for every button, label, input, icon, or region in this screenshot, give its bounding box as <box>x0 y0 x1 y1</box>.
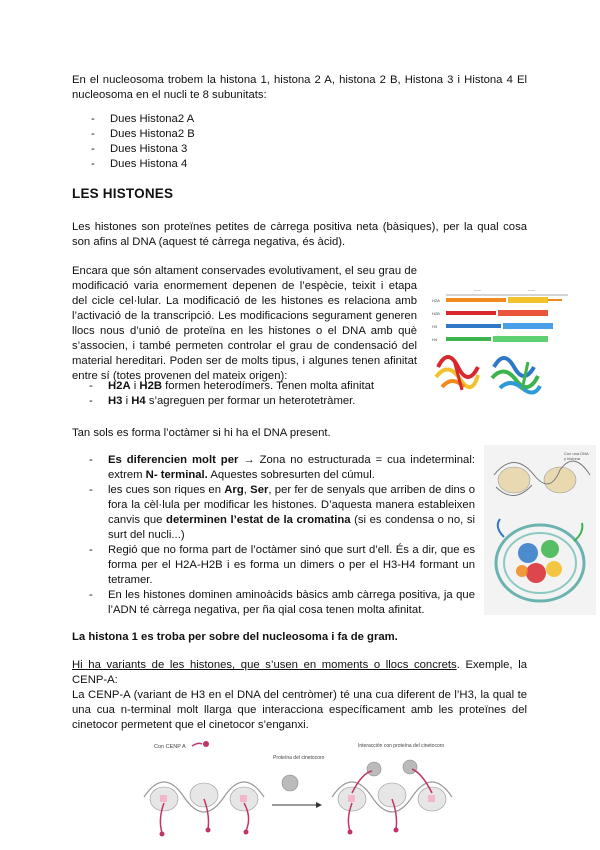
list-item: - En les histones dominen aminoàcids bàsics amb càrrega positiva, ja que l’ADN té càrrega negativa, per ña qial cosa tenen molta afinitat. <box>89 589 475 616</box>
svg-text:~~~: ~~~ <box>528 288 536 293</box>
list-item: - Dues Histona 3 <box>91 143 188 155</box>
cenp-label: Con CENP A <box>154 744 186 750</box>
nucleosome-schematic <box>494 451 590 496</box>
nucleosomes-left <box>144 782 264 837</box>
svg-text:H2B: H2B <box>432 311 440 316</box>
svg-text:Con una DNA: Con una DNA <box>564 451 589 456</box>
nucleosomes-right <box>332 760 452 835</box>
modification-paragraph: Encara que són altament conservades evolutivament, el seu grau de modificació varia enormement depenen de l’espècie, teixit i etapa del cicle cel·lular. La modificació de les histones es relaciona amb l’activació de la transcripció. Les modificacions segurament generen llocs nous d’unió de proteïna en les histones o el DNA amb què s’associen, i també permeten controlar el grau de condensació del material hereditari. Poden ser de molts tipus, i algunes tenen afinitat entre sí (totes provenen del mateix origen): <box>72 265 417 382</box>
list-item: - Dues Histona 4 <box>91 158 188 170</box>
histones-paragraph: Les histones son proteïnes petites de càrrega positiva neta (bàsiques), per la qual cosa son afins al DNA (aquest té càrrega negativa, és àcid). <box>72 221 527 248</box>
list-item: - H3 i H4 s’agreguen per formar un heterotetràmer. <box>89 395 356 407</box>
variants-paragraph: Hi ha variants de les histones, que s’usen en moments o llocs concrets. Exemple, la CENP-A: <box>72 659 527 686</box>
list-item: - Regió que no forma part de l’octàmer sinó que surt d’ell. És a dir, que es forma per el H2A-H2B i es forma un dimers o per el H3-H4 formant un tetramer. <box>89 544 475 586</box>
svg-text:y histona: y histona <box>564 456 581 461</box>
subunit-list <box>91 112 410 172</box>
nucleosome-figure <box>484 445 596 615</box>
protein-label: Proteína del cinetocoro <box>273 755 325 761</box>
svg-text:H3: H3 <box>432 324 438 329</box>
list-item: - Es diferencien molt per → Zona no estructurada = cua indeterminal: extrem N- terminal. Aquestes sobresurten del cúmul. <box>89 454 475 481</box>
svg-text:H4: H4 <box>432 337 438 342</box>
histone1-statement: La histona 1 es troba per sobre del nucleosoma i fa de gram. <box>72 631 398 643</box>
nucleosome-structure <box>496 519 584 601</box>
list-item: - les cues son riques en Arg, Ser, per fer de senyals que arriben de dins o fora la cèl·lula per modificar les histones. D’aquesta manera estableixen canvis que determinen l’estat de la cromatina (si es condensa o no, si surt del nucli...) <box>89 484 476 541</box>
protein-structure-left <box>436 357 478 390</box>
cenpa-paragraph: La CENP-A (variant de H3 en el DNA del centròmer) té una cua diferent de l’H3, la qual te una cua n-terminal molt llarga que interacciona específicament amb les proteïnes del cinetocor permetent que el cinetocor s’enganxi. <box>72 689 527 731</box>
svg-text:~~~: ~~~ <box>474 288 482 293</box>
intro-paragraph: En el nucleosoma trobem la histona 1, histona 2 A, histona 2 B, Histona 3 i Histona 4 El nucleosoma en el nucli te 8 subunitats: <box>72 74 527 101</box>
octamer-sentence: Tan sols es forma l’octàmer si hi ha el DNA present. <box>72 427 331 439</box>
section-heading: LES HISTONES <box>72 186 174 201</box>
list-item: - H2A i H2B formen heterodímers. Tenen molta afinitat <box>89 380 375 392</box>
nucleosome-svg <box>484 445 596 615</box>
features-list <box>89 453 476 618</box>
cenpa-figure <box>140 737 470 845</box>
interaction-label: Interacción con proteína del cinetocoro <box>358 743 445 749</box>
list-item: - Dues Histona2 B <box>91 128 195 140</box>
pairs-list <box>89 379 428 409</box>
histone-structure-figure <box>428 282 573 402</box>
list-item: - Dues Histona2 A <box>91 113 195 125</box>
svg-text:H2A: H2A <box>432 298 440 303</box>
protein-structure-right <box>492 358 540 393</box>
gene-bars <box>432 297 562 342</box>
cenpa-svg <box>140 737 470 845</box>
histone-structure-svg <box>428 282 573 402</box>
